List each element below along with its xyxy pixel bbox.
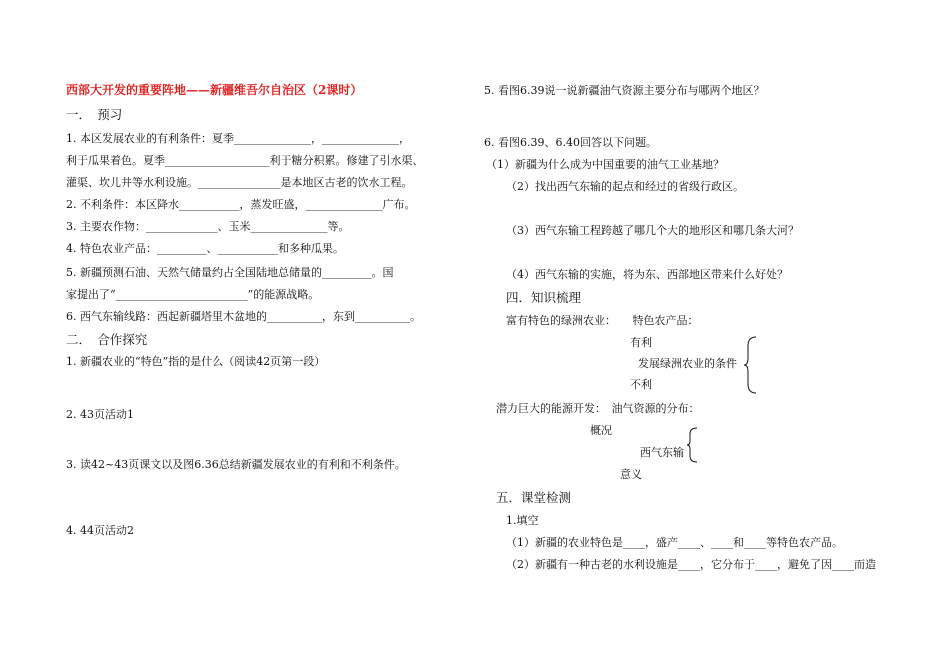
preview-item-3: 3. 主要农作物：_____________、玉米______________等。 (66, 220, 350, 233)
question-6-sub-1: （1）新疆为什么成为中国重要的油气工业基地？ (486, 158, 724, 171)
preview-item-6: 6. 西气东输线路：西起新疆塔里木盆地的__________，东到__________。 (66, 310, 421, 323)
section-cooperation-heading: 二． 合作探究 (66, 332, 148, 347)
test-fill-blank-heading: 1.填空 (506, 514, 539, 527)
explore-question-6: 6. 看图6.39、6.40回答以下问题。 (484, 136, 657, 149)
question-6-sub-4: （4）西气东输的实施，将为东、西部地区带来什么好处？ (506, 268, 788, 281)
explore-question-3: 3. 读42~43页课文以及图6.36总结新疆发展农业的有利和不利条件。 (66, 458, 406, 471)
explore-question-5: 5. 看图6.39说一说新疆油气资源主要分布与哪两个地区？ (484, 84, 765, 97)
left-brace-icon (743, 336, 757, 394)
preview-item-2: 2. 不利条件：本区降水___________，蒸发旺盛，______________广布。 (66, 198, 416, 211)
preview-item-1-line3: 灌渠、坎儿井等水利设施。_______________是本地区古老的饮水工程。 (66, 176, 413, 189)
preview-item-5-line2: 家提出了“________________________”的能源战略。 (66, 288, 320, 301)
knowledge-west-east-gas: 西气东输 (640, 446, 684, 459)
test-fill-blank-1: （1）新疆的农业特色是____，盛产____、____和____等特色农产品。 (506, 536, 843, 549)
knowledge-energy-development: 潜力巨大的能源开发： 油气资源的分布： (496, 402, 700, 415)
knowledge-overview: 概况 (590, 424, 612, 437)
knowledge-unfavorable: 不利 (630, 378, 652, 391)
knowledge-favorable: 有利 (630, 336, 652, 349)
section-class-test-heading: 五．课堂检测 (496, 490, 572, 505)
explore-question-4: 4. 44页活动2 (66, 524, 134, 537)
explore-question-1: 1. 新疆农业的“特色”指的是什么（阅读42页第一段） (66, 355, 326, 368)
knowledge-oasis-agriculture: 富有特色的绿洲农业： 特色农产品： (506, 314, 699, 327)
section-knowledge-heading: 四．知识梳理 (506, 290, 582, 305)
preview-item-5-line1: 5. 新疆预测石油、天然气储量约占全国陆地总储量的_________。国 (66, 266, 394, 279)
lesson-title: 西部大开发的重要阵地——新疆维吾尔自治区（2课时） (66, 83, 363, 97)
preview-item-4: 4. 特色农业产品：_________、___________和多种瓜果。 (66, 242, 344, 255)
left-brace-icon (686, 427, 698, 463)
question-6-sub-2: （2）找出西气东输的起点和经过的省级行政区。 (506, 180, 744, 193)
section-preview-heading: 一． 预习 (66, 107, 123, 122)
preview-item-1-line2: 利于瓜果着色。夏季___________________利于糖分积累。修建了引水渠、 (66, 154, 424, 167)
explore-question-2: 2. 43页活动1 (66, 408, 134, 421)
knowledge-significance: 意义 (620, 468, 642, 481)
test-fill-blank-2: （2）新疆有一种古老的水利设施是____，它分布于____，避免了因____而造 (506, 558, 876, 571)
knowledge-conditions: 发展绿洲农业的条件 (638, 357, 737, 370)
question-6-sub-3: （3）西气东输工程跨越了哪几个大的地形区和哪几条大河？ (506, 224, 799, 237)
preview-item-1-line1: 1. 本区发展农业的有利条件：夏季______________，______________， (66, 132, 410, 145)
